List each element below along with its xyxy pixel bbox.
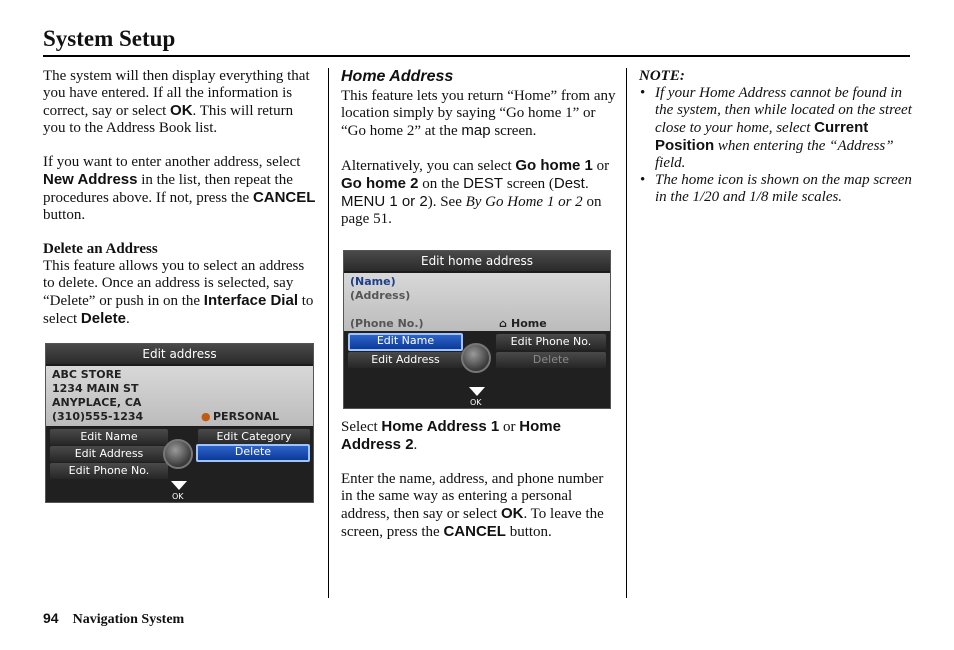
edit-home-address-screen bbox=[343, 250, 611, 409]
page-title: System Setup bbox=[43, 26, 176, 51]
note-item-2: • The home icon is shown on the map screen in the 1/20 and 1/8 mile scales. bbox=[639, 172, 914, 206]
ok-term: OK bbox=[170, 102, 193, 119]
ok-label: OK bbox=[470, 398, 482, 407]
home-address-2-term: Home Address 2 bbox=[341, 418, 561, 453]
screen-title: Edit home address bbox=[344, 251, 610, 271]
column-2-lower bbox=[341, 418, 616, 541]
paragraph-alternative: Alternatively, you can select Go home 1 or Go home 2 on the DEST screen (Dest. MENU 1 or 2). See By Go Home 1 or 2 on page 51. bbox=[341, 157, 610, 227]
down-arrow-icon bbox=[469, 387, 485, 396]
map-term: map bbox=[461, 122, 491, 139]
edit-name-button[interactable]: Edit Name bbox=[50, 429, 168, 445]
dest-menu-term: Dest. MENU 1 or 2 bbox=[341, 175, 589, 210]
column-2 bbox=[341, 68, 616, 228]
home-icon: ⌂ bbox=[499, 317, 507, 330]
page-footer bbox=[43, 610, 184, 628]
new-address-term: New Address bbox=[43, 171, 138, 188]
current-position-term: Current Position bbox=[655, 119, 869, 154]
screen-title: Edit address bbox=[46, 344, 313, 364]
address-line-1: ABC STORE bbox=[52, 368, 122, 381]
note-label: NOTE: bbox=[639, 68, 685, 84]
down-arrow-icon bbox=[171, 481, 187, 490]
footer-section: Navigation System bbox=[72, 612, 185, 627]
screen-button-area bbox=[46, 427, 313, 503]
edit-address-button[interactable]: Edit Address bbox=[50, 446, 168, 462]
address-line-2: 1234 MAIN ST bbox=[52, 382, 139, 395]
note-list bbox=[639, 85, 914, 206]
interface-dial-icon bbox=[461, 343, 491, 373]
ok-label: OK bbox=[172, 492, 184, 501]
edit-category-button[interactable]: Edit Category bbox=[198, 429, 310, 445]
go-home-2-term: Go home 2 bbox=[341, 175, 419, 192]
cancel-term: CANCEL bbox=[443, 523, 506, 540]
note-item-1: • If your Home Address cannot be found in the system, then while located on the street close to your home, select Current Position when entering the “Address” field. bbox=[639, 85, 914, 172]
home-address-field: (Address) bbox=[350, 289, 411, 302]
edit-address-screen bbox=[45, 343, 314, 503]
column-divider-2 bbox=[626, 68, 627, 598]
address-line-3: ANYPLACE, CA bbox=[52, 396, 142, 409]
paragraph-another-address: If you want to enter another address, select New Address in the list, then repeat the procedures above. If not, press the CANCEL button. bbox=[43, 154, 316, 223]
paragraph-enter-info: Enter the name, address, and phone number in the same way as entering a personal address, then say or select OK. To leave the screen, press the CANCEL button. bbox=[341, 471, 604, 540]
column-1 bbox=[43, 68, 318, 328]
dest-term: DEST bbox=[463, 175, 504, 192]
paragraph-go-home: This feature lets you return “Home” from any location simply by saying “Go home 1” or “Go home 2” at the map screen. bbox=[341, 88, 616, 139]
delete-button[interactable]: Delete bbox=[196, 444, 310, 462]
edit-phone-button[interactable]: Edit Phone No. bbox=[496, 334, 606, 350]
delete-address-heading: Delete an Address bbox=[43, 241, 158, 257]
title-divider bbox=[43, 55, 910, 57]
home-address-1-term: Home Address 1 bbox=[381, 418, 500, 435]
edit-address-button[interactable]: Edit Address bbox=[348, 352, 463, 368]
home-phone-field: (Phone No.) bbox=[350, 317, 424, 330]
home-info-panel bbox=[344, 273, 610, 331]
cancel-term: CANCEL bbox=[252, 189, 316, 206]
delete-button[interactable]: Delete bbox=[496, 352, 606, 368]
interface-dial-term: Interface Dial bbox=[203, 292, 298, 309]
page-reference: By Go Home 1 or 2 bbox=[465, 194, 583, 210]
screen-button-area bbox=[344, 331, 610, 409]
paragraph-delete: This feature allows you to select an address to delete. Once an address is selected, say “Delete” or push in on the Interface Dial to select Delete. bbox=[43, 258, 314, 327]
edit-name-button[interactable]: Edit Name bbox=[348, 333, 463, 351]
address-info-panel bbox=[46, 366, 313, 426]
go-home-1-term: Go home 1 bbox=[515, 157, 593, 174]
home-address-heading: Home Address bbox=[341, 68, 454, 85]
home-name: (Name) bbox=[350, 275, 396, 288]
paragraph-select-home: Select Home Address 1 or Home Address 2. bbox=[341, 418, 561, 453]
paragraph-confirm: The system will then display everything that you have entered. If all the information is correct, say or select OK. This will return you to the Address Book list. bbox=[43, 68, 310, 136]
delete-term: Delete bbox=[80, 310, 126, 327]
column-3-note bbox=[639, 68, 914, 206]
personal-category-icon: ● bbox=[201, 410, 211, 423]
column-divider-1 bbox=[328, 68, 329, 598]
category-label: PERSONAL bbox=[213, 410, 280, 423]
page-number: 94 bbox=[43, 610, 59, 626]
ok-term: OK bbox=[500, 505, 524, 522]
address-phone: (310)555-1234 bbox=[52, 410, 144, 423]
home-label: Home bbox=[511, 317, 547, 330]
interface-dial-icon bbox=[163, 439, 193, 469]
edit-phone-button[interactable]: Edit Phone No. bbox=[50, 463, 168, 479]
